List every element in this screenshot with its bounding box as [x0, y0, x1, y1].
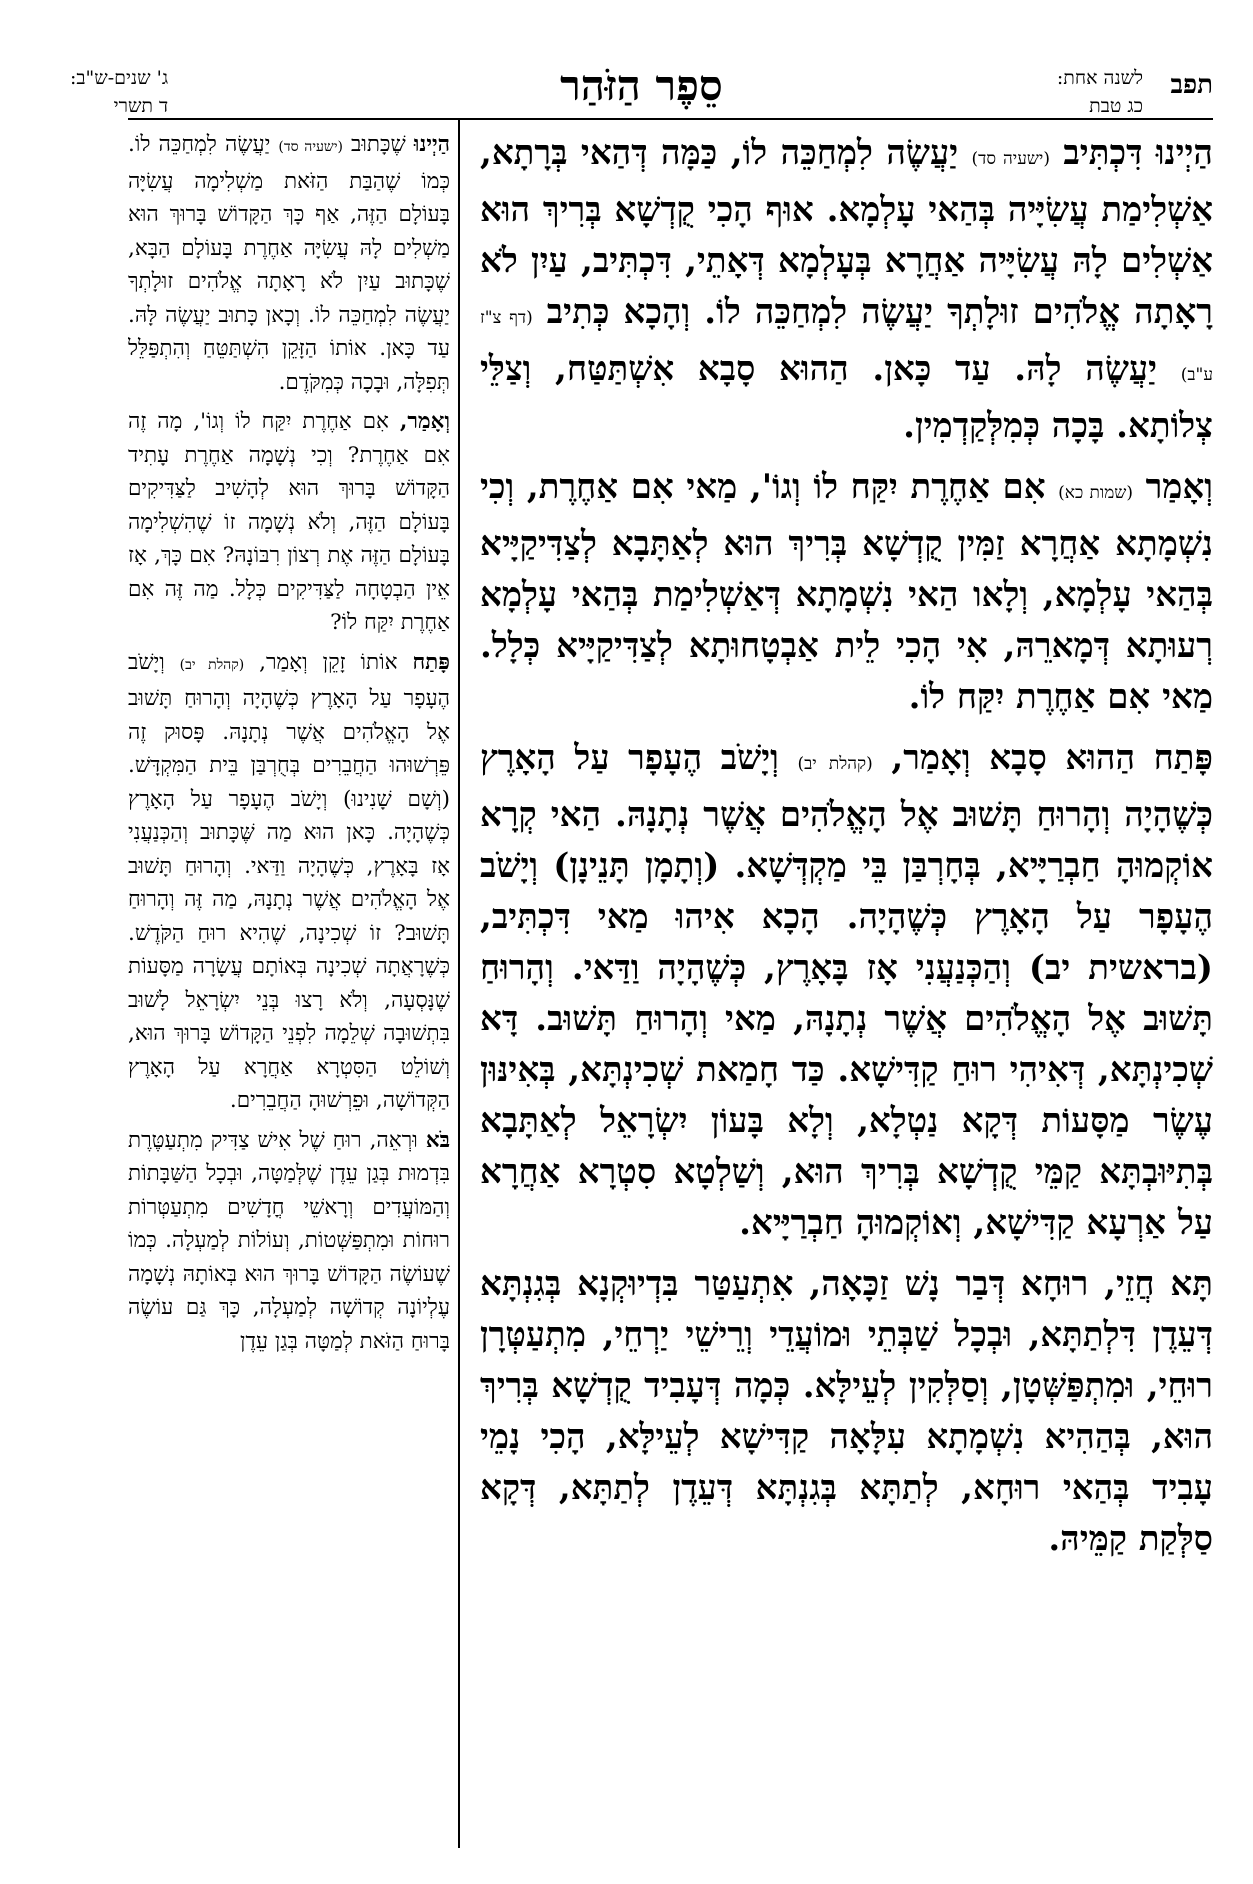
paragraph-opener: בֹּא	[425, 1127, 450, 1153]
aramaic-main-column	[480, 128, 1213, 1848]
paragraph-opener: תָּא	[1170, 1264, 1213, 1304]
paragraph-text: חֲזֵי, רוּחָא דְּבַר נָשׁ זַכָּאָה, אִתְעַטַּר בִּדְיוּקְנָא בְּגִנְתָּא דְּעֵדֶן דִּלְתַתָּא, וּבְכָל שַׁבְּתֵי וּמוֹעֲדֵי וְרֵישֵׁי יַרְחֵי, מִתְעַטְּרָן רוּחֵי, וּמִתְפַּשְּׁטָן, וְסַלְּקִין לְעֵילָּא. כְּמָה דְּעָבִיד קֻדְשָׁא בְּרִיךְ הוּא, בְּהַהִיא נִשְׁמָתָא עִלָּאָה קַדִּישָׁא לְעֵילָּא, הָכִי נָמֵי עָבִיד בְּהַאי רוּחָא, לְתַתָּא בְּגִנְתָּא דְּעֵדֶן לְתַתָּא, דְּקָא סַלְּקַת קַמֵּיהּ.	[480, 1264, 1213, 1559]
paragraph-text: יַעֲשֶׂה לִמְחַכֵּה לוֹ. כְּמוֹ שֶׁהַבַּת הַזֹּאת מַשְׁלִימָה עֲשִׂיָּה בָּעוֹלָם הַזֶּה, אַף כָּךְ הַקָּדוֹשׁ בָּרוּךְ הוּא מַשְׁלִים לָהּ עֲשִׂיָּה אַחֶרֶת בָּעוֹלָם הַבָּא, שֶׁכָּתוּב עַיִן לֹא רָאָתָה אֱלֹהִים זוּלָתְךָ יַעֲשֶׂה לִמְחַכֵּה לוֹ. וְכָאן כָּתוּב יַעֲשֶׂה לָּהּ. עַד כָּאן. אוֹתוֹ הַזָּקֵן הִשְׁתַּטֵּחַ וְהִתְפַּלֵּל תְּפִלָּה, וּבָכָה כְּמִקֹּדֶם.	[128, 132, 450, 395]
paragraph-opener: הַיְינוּ	[413, 132, 450, 157]
paragraph-opener: הַיְינוּ דִּכְתִּיב	[1063, 133, 1213, 173]
paragraph-text: וּרְאֵה, רוּחַ שֶׁל אִישׁ צַדִּיק מִתְעַטֶּרֶת בִּדְמוּת בְּגַן עֵדֶן שֶׁלְּמַטָּה, וּבְכָל הַשַּׁבָּתוֹת וְהַמּוֹעֲדִים וְרָאשֵׁי חֳדָשִׁים מִתְעַטְּרוֹת רוּחוֹת וּמִתְפַּשְּׁטוֹת, וְעוֹלוֹת לְמַעְלָה. כְּמוֹ שֶׁעוֹשֶׂה הַקָּדוֹשׁ בָּרוּךְ הוּא בְּאוֹתָהּ נְשָׁמָה עֶלְיוֹנָה קְדוֹשָׁה לְמַעְלָה, כָּךְ גַּם עוֹשֶׂה בָּרוּחַ הַזֹּאת לְמַטָּה בְּגַן עֵדֶן	[128, 1127, 450, 1354]
verse-reference: (ישעיה סד)	[278, 139, 343, 155]
main-paragraph	[480, 128, 1213, 452]
verse-reference: (קהלת יב)	[179, 656, 245, 673]
page-number: תפב	[1170, 70, 1213, 100]
paragraph-text: שֶׁכָּתוּב	[351, 132, 406, 157]
verse-reference: (שמות כא)	[1058, 483, 1133, 503]
header-left-info	[70, 64, 168, 120]
verse-reference: (ישעיה סד)	[971, 149, 1050, 169]
main-paragraph	[480, 733, 1213, 1249]
paragraph-text: וְיָשֹׁב הֶעָפָר עַל הָאָרֶץ כְּשֶׁהָיָה וְהָרוּחַ תָּשׁוּב אֶל הָאֱלֹהִים אֲשֶׁר נְתָנָהּ. פָּסוּק זֶה פֵּרְשׁוּהוּ הַחֲבֵרִים בְּחֻרְבַּן בֵּית הַמִּקְדָּשׁ. (וְשָׁם שָׁנִינוּ) וְיָשֹׁב הֶעָפָר עַל הָאָרֶץ כְּשֶׁהָיָה. כָּאן הוּא מַה שֶּׁכָּתוּב וְהַכְּנַעֲנִי אָז בָּאָרֶץ, כְּשֶׁהָיָה וַדַּאי. וְהָרוּחַ תָּשׁוּב אֶל הָאֱלֹהִים אֲשֶׁר נְתָנָהּ, מַה זֶּה וְהָרוּחַ תָּשׁוּב? זוֹ שְׁכִינָה, שֶׁהִיא רוּחַ הַקֹּדֶשׁ. כְּשֶׁרָאֲתָה שְׁכִינָה בְּאוֹתָם עֲשָׂרָה מַסָּעוֹת שֶׁנָּסְעָה, וְלֹא רָצוּ בְּנֵי יִשְׂרָאֵל לָשׁוּב בִּתְשׁוּבָה שְׁלֵמָה לִפְנֵי הַקָּדוֹשׁ בָּרוּךְ הוּא, וְשׁוֹלֵט הַסִּטְרָא אַחֲרָא עַל הָאָרֶץ הַקְּדוֹשָׁה, וּפֵרְשׁוּהָ הַחֲבֵרִים.	[128, 649, 450, 1113]
header-rule	[128, 118, 1213, 120]
main-paragraph	[480, 462, 1213, 723]
column-divider	[458, 118, 460, 1848]
side-paragraph	[128, 405, 450, 640]
header-schedule-one-year: לשנה אחת:	[1056, 67, 1143, 89]
main-paragraph	[480, 1259, 1213, 1565]
header-schedule-three-years: ג' שנים-ש"ב:	[70, 67, 169, 89]
paragraph-text: הַהוּא סָבָא וְאָמַר,	[891, 738, 1136, 778]
verse-reference: (קהלת יב)	[797, 754, 873, 774]
side-paragraph	[128, 1124, 450, 1359]
paragraph-text: יַעֲשֶׂה לָהּ. עַד כָּאן. הַהוּא סָבָא אִשְׁתַּטַּח, וְצַלֵּי צְלוֹתָא. בָּכָה כְּמִלְּקַדְמִין.	[480, 349, 1213, 446]
side-paragraph	[128, 128, 450, 399]
paragraph-opener: וְאָמַר,	[399, 409, 450, 434]
header-date-three-years: ד תשרי	[113, 95, 169, 117]
paragraph-text: אוֹתוֹ זָקֵן וְאָמַר,	[259, 649, 398, 675]
paragraph-opener: פָּתַח	[1153, 738, 1213, 778]
paragraph-text: אִם אַחֶרֶת יִקַּח לוֹ וְגוֹ', מָה זֶה אִם אַחֶרֶת? וְכִי נְשָׁמָה אַחֶרֶת עָתִיד הַקָּדוֹשׁ בָּרוּךְ הוּא לְהָשִׁיב לַצַּדִּיקִים בָּעוֹלָם הַזֶּה, וְלֹא נְשָׁמָה זוֹ שֶׁהִשְׁלִימָה בָּעוֹלָם הַזֶּה אֶת רְצוֹן רִבּוֹנָהּ? אִם כָּךְ, אָז אֵין הַבְטָחָה לַצַּדִּיקִים כְּלָל. מַה זֶּה אִם אַחֶרֶת יִקַּח לוֹ?	[128, 409, 450, 635]
header-date-one-year: כג טבת	[1089, 95, 1143, 117]
paragraph-text: יַעֲשֶׂה לִמְחַכֵּה לוֹ, כַּמָּה דְּהַאי בְּרָתָא, אַשְׁלִימַת עֲשִׂיָּיה בְּהַאי עָלְמָא. אוּף הָכִי קֻדְשָׁא בְּרִיךְ הוּא אַשְׁלִים לָהּ עֲשִׂיָּיה אַחֲרָא בְּעָלְמָא דְּאָתֵי, דִּכְתִּיב, עַיִן לֹא רָאָתָה אֱלֹהִים זוּלָתְךָ יַעֲשֶׂה לִמְחַכֵּה לוֹ. וְהָכָא כְּתִיב	[480, 133, 1213, 332]
paragraph-text: וְיָשֹׁב הֶעָפָר עַל הָאָרֶץ כְּשֶׁהָיָה וְהָרוּחַ תָּשׁוּב אֶל הָאֱלֹהִים אֲשֶׁר נְתָנָהּ. הַאי קְרָא אוֹקְמוּהָ חַבְרַיָּיא, בְּחָרְבַּן בֵּי מַקְדְּשָׁא. (וְתָמָן תָּנֵינָן) וְיָשֹׁב הֶעָפָר עַל הָאָרֶץ כְּשֶׁהָיָה. הָכָא אִיהוּ מַאי דִּכְתִּיב, (בראשית יב) וְהַכְּנַעֲנִי אָז בָּאָרֶץ, כְּשֶׁהָיָה וַדַּאי. וְהָרוּחַ תָּשׁוּב אֶל הָאֱלֹהִים אֲשֶׁר נְתָנָהּ, מַאי וְהָרוּחַ תָּשׁוּב. דָּא שְׁכִינְתָּא, דְּאִיהִי רוּחַ קַדִּישָׁא. כַּד חָמַאת שְׁכִינְתָּא, בְּאִינּוּן עֶשֶׂר מַסָּעוֹת דְּקָא נַטְלָא, וְלָא בָּעוֹן יִשְׂרָאֵל לְאַתָּבָא בְּתִיּוּבְתָּא קַמֵּי קֻדְשָׁא בְּרִיךְ הוּא, וְשַׁלְטָא סִטְרָא אַחֲרָא עַל אַרְעָא קַדִּישָׁא, וְאוֹקְמוּהָ חַבְרַיָּיא.	[480, 738, 1213, 1243]
paragraph-opener: פָּתַח	[412, 649, 450, 675]
book-title: סֵפֶר הַזֹּהַר	[560, 61, 723, 110]
paragraph-opener: וְאָמַר	[1145, 467, 1213, 507]
folio-reference: (דף צ"ז ע"ב)	[480, 308, 1213, 385]
paragraph-text: אִם אַחֶרֶת יִקַּח לוֹ וְגוֹ', מַאי אִם אַחֶרֶת, וְכִי נִשְׁמָתָא אַחֲרָא זַמִּין קֻדְשָׁא בְּרִיךְ הוּא לְאַתָּבָא לְצַדִּיקַיָּיא בְּהַאי עָלְמָא, וְלָאו הַאי נִשְׁמָתָא דְּאַשְׁלִימַת בְּהַאי עָלְמָא רְעוּתָא דְּמָארֵהּ, אִי הָכִי לֵית אַבְטָחוּתָא לְצַדִּיקַיָּיא כְּלָל. מַאי אִם אַחֶרֶת יִקַּח לוֹ.	[480, 467, 1213, 717]
side-paragraph	[128, 646, 450, 1118]
hebrew-translation-column	[128, 128, 450, 1848]
